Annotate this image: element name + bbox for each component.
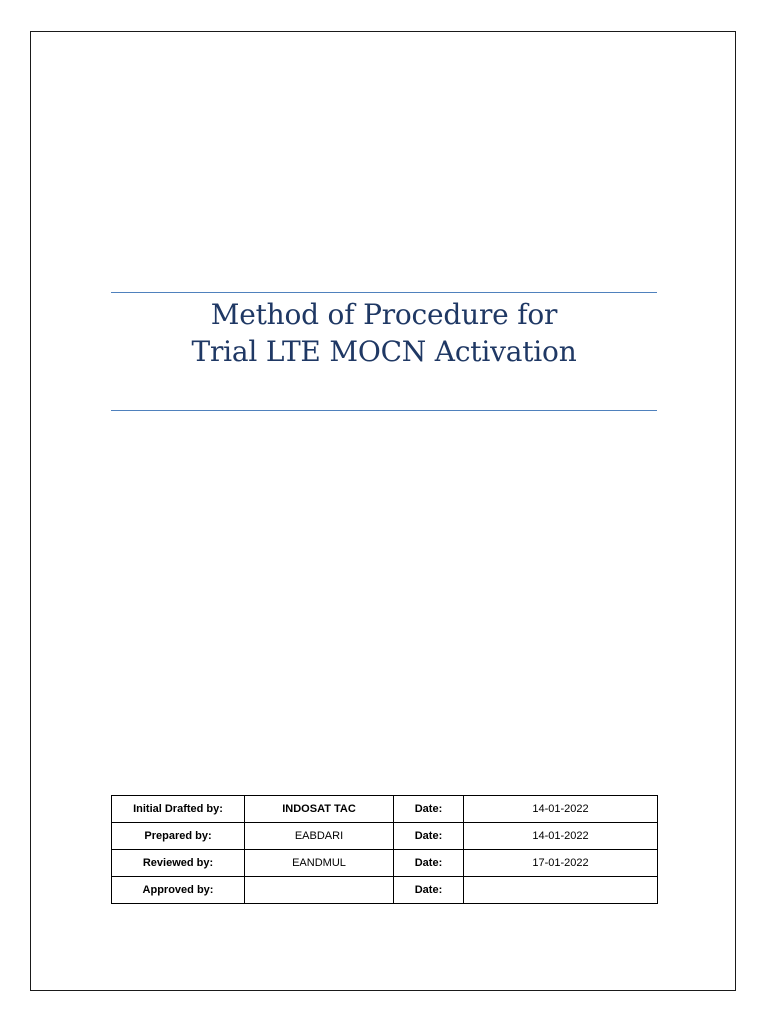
role-label: Reviewed by:: [112, 850, 245, 877]
signoff-table: [111, 795, 658, 904]
title-bottom-rule: [111, 410, 657, 411]
title-line-1: Method of Procedure for: [210, 298, 558, 331]
date-label: Date:: [394, 877, 464, 904]
role-label: Approved by:: [112, 877, 245, 904]
title-top-rule: [111, 292, 657, 293]
date-value: 14-01-2022: [464, 796, 658, 823]
table-row: [112, 796, 658, 823]
document-title: [111, 296, 657, 370]
signer-name: [245, 877, 394, 904]
role-label: Prepared by:: [112, 823, 245, 850]
date-value: 17-01-2022: [464, 850, 658, 877]
table-row: [112, 877, 658, 904]
signer-name: EABDARI: [245, 823, 394, 850]
date-label: Date:: [394, 823, 464, 850]
signer-name: INDOSAT TAC: [245, 796, 394, 823]
title-line-2: Trial LTE MOCN Activation: [191, 335, 577, 368]
date-value: 14-01-2022: [464, 823, 658, 850]
signer-name: EANDMUL: [245, 850, 394, 877]
date-label: Date:: [394, 796, 464, 823]
date-value: [464, 877, 658, 904]
role-label: Initial Drafted by:: [112, 796, 245, 823]
date-label: Date:: [394, 850, 464, 877]
table-row: [112, 823, 658, 850]
table-row: [112, 850, 658, 877]
